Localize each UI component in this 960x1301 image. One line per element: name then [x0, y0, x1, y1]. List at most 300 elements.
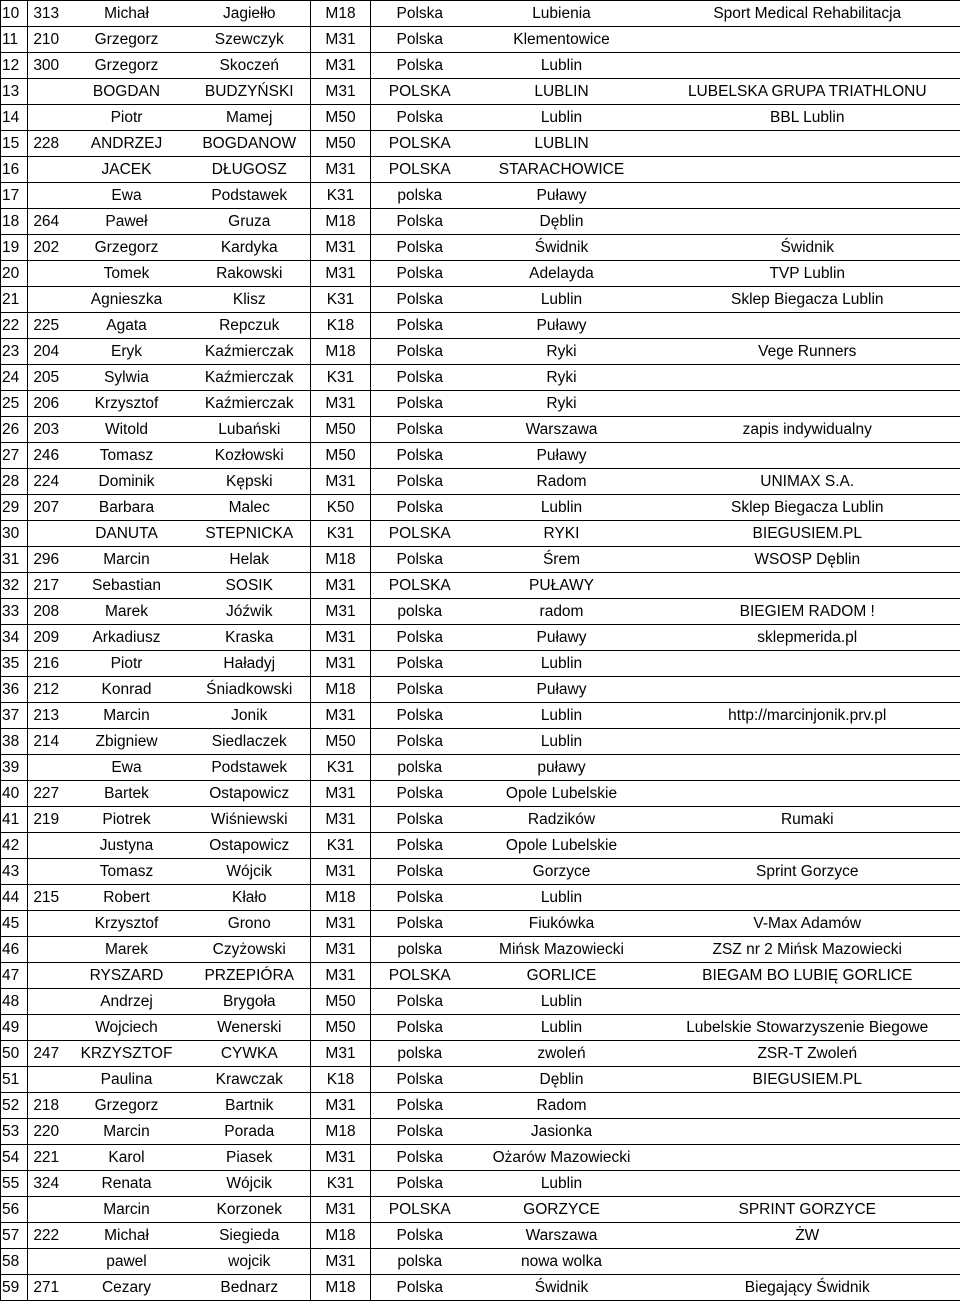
- bib-number-cell: 221: [28, 1145, 65, 1171]
- row-number-cell: 16: [1, 157, 28, 183]
- category-cell: K18: [311, 1067, 371, 1093]
- last-name-cell: Ostapowicz: [189, 781, 311, 807]
- city-cell: Opole Lubelskie: [469, 833, 655, 859]
- row-number-cell: 30: [1, 521, 28, 547]
- table-row: [1, 365, 960, 391]
- country-cell: Polska: [371, 729, 469, 755]
- row-number-cell: 58: [1, 1249, 28, 1275]
- club-cell: [655, 677, 960, 703]
- club-cell: Vege Runners: [655, 339, 960, 365]
- bib-number-cell: [28, 105, 65, 131]
- country-cell: Polska: [371, 209, 469, 235]
- country-cell: POLSKA: [371, 131, 469, 157]
- first-name-cell: Agnieszka: [65, 287, 189, 313]
- city-cell: Ryki: [469, 391, 655, 417]
- table-row: [1, 677, 960, 703]
- country-cell: Polska: [371, 677, 469, 703]
- table-row: [1, 1041, 960, 1067]
- row-number-cell: 49: [1, 1015, 28, 1041]
- table-row: [1, 625, 960, 651]
- club-cell: [655, 1093, 960, 1119]
- country-cell: Polska: [371, 1, 469, 27]
- club-cell: [655, 1119, 960, 1145]
- first-name-cell: Karol: [65, 1145, 189, 1171]
- city-cell: Lublin: [469, 885, 655, 911]
- table-row: [1, 183, 960, 209]
- city-cell: Dęblin: [469, 1067, 655, 1093]
- bib-number-cell: [28, 989, 65, 1015]
- table-row: [1, 1197, 960, 1223]
- country-cell: Polska: [371, 1171, 469, 1197]
- bib-number-cell: [28, 1067, 65, 1093]
- last-name-cell: Szewczyk: [189, 27, 311, 53]
- club-cell: BIEGIEM RADOM !: [655, 599, 960, 625]
- row-number-cell: 51: [1, 1067, 28, 1093]
- city-cell: Adelayda: [469, 261, 655, 287]
- table-row: [1, 391, 960, 417]
- category-cell: M18: [311, 1275, 371, 1301]
- country-cell: Polska: [371, 807, 469, 833]
- country-cell: Polska: [371, 313, 469, 339]
- table-row: [1, 651, 960, 677]
- city-cell: Radom: [469, 1093, 655, 1119]
- last-name-cell: DŁUGOSZ: [189, 157, 311, 183]
- first-name-cell: Witold: [65, 417, 189, 443]
- category-cell: K31: [311, 365, 371, 391]
- participants-table-body: [1, 1, 960, 1301]
- bib-number-cell: [28, 287, 65, 313]
- country-cell: Polska: [371, 287, 469, 313]
- table-row: [1, 79, 960, 105]
- first-name-cell: Marek: [65, 599, 189, 625]
- last-name-cell: Piasek: [189, 1145, 311, 1171]
- city-cell: zwoleń: [469, 1041, 655, 1067]
- first-name-cell: Barbara: [65, 495, 189, 521]
- first-name-cell: Grzegorz: [65, 27, 189, 53]
- category-cell: M31: [311, 1197, 371, 1223]
- table-row: [1, 339, 960, 365]
- category-cell: M18: [311, 677, 371, 703]
- country-cell: Polska: [371, 365, 469, 391]
- last-name-cell: Korzonek: [189, 1197, 311, 1223]
- last-name-cell: Kaźmierczak: [189, 365, 311, 391]
- club-cell: Biegający Świdnik: [655, 1275, 960, 1301]
- first-name-cell: DANUTA: [65, 521, 189, 547]
- table-row: [1, 937, 960, 963]
- club-cell: [655, 1171, 960, 1197]
- first-name-cell: ANDRZEJ: [65, 131, 189, 157]
- last-name-cell: Wójcik: [189, 859, 311, 885]
- first-name-cell: Krzysztof: [65, 391, 189, 417]
- country-cell: Polska: [371, 1119, 469, 1145]
- first-name-cell: Wojciech: [65, 1015, 189, 1041]
- category-cell: K31: [311, 833, 371, 859]
- bib-number-cell: [28, 521, 65, 547]
- table-row: [1, 1275, 960, 1301]
- bib-number-cell: 296: [28, 547, 65, 573]
- club-cell: BIEGUSIEM.PL: [655, 521, 960, 547]
- row-number-cell: 20: [1, 261, 28, 287]
- city-cell: LUBLIN: [469, 131, 655, 157]
- category-cell: M31: [311, 911, 371, 937]
- country-cell: polska: [371, 937, 469, 963]
- last-name-cell: BOGDANOW: [189, 131, 311, 157]
- club-cell: ZSZ nr 2 Mińsk Mazowiecki: [655, 937, 960, 963]
- row-number-cell: 44: [1, 885, 28, 911]
- last-name-cell: Porada: [189, 1119, 311, 1145]
- category-cell: M31: [311, 573, 371, 599]
- first-name-cell: Krzysztof: [65, 911, 189, 937]
- bib-number-cell: 219: [28, 807, 65, 833]
- city-cell: GORLICE: [469, 963, 655, 989]
- club-cell: BIEGUSIEM.PL: [655, 1067, 960, 1093]
- table-row: [1, 963, 960, 989]
- row-number-cell: 56: [1, 1197, 28, 1223]
- first-name-cell: Konrad: [65, 677, 189, 703]
- category-cell: M31: [311, 1041, 371, 1067]
- bib-number-cell: 212: [28, 677, 65, 703]
- first-name-cell: Grzegorz: [65, 53, 189, 79]
- country-cell: Polska: [371, 469, 469, 495]
- table-row: [1, 807, 960, 833]
- last-name-cell: Brygoła: [189, 989, 311, 1015]
- city-cell: Warszawa: [469, 417, 655, 443]
- first-name-cell: Cezary: [65, 1275, 189, 1301]
- first-name-cell: Tomasz: [65, 443, 189, 469]
- country-cell: Polska: [371, 651, 469, 677]
- row-number-cell: 14: [1, 105, 28, 131]
- category-cell: M18: [311, 1119, 371, 1145]
- city-cell: Klementowice: [469, 27, 655, 53]
- club-cell: [655, 53, 960, 79]
- bib-number-cell: 202: [28, 235, 65, 261]
- last-name-cell: Wenerski: [189, 1015, 311, 1041]
- category-cell: K50: [311, 495, 371, 521]
- table-row: [1, 1093, 960, 1119]
- bib-number-cell: 206: [28, 391, 65, 417]
- table-row: [1, 911, 960, 937]
- club-cell: [655, 209, 960, 235]
- bib-number-cell: 264: [28, 209, 65, 235]
- table-row: [1, 105, 960, 131]
- category-cell: M31: [311, 859, 371, 885]
- club-cell: sklepmerida.pl: [655, 625, 960, 651]
- last-name-cell: Gruza: [189, 209, 311, 235]
- category-cell: M50: [311, 105, 371, 131]
- last-name-cell: Jagiełło: [189, 1, 311, 27]
- bib-number-cell: 204: [28, 339, 65, 365]
- city-cell: Radom: [469, 469, 655, 495]
- city-cell: Lublin: [469, 1171, 655, 1197]
- last-name-cell: Skoczeń: [189, 53, 311, 79]
- last-name-cell: Repczuk: [189, 313, 311, 339]
- club-cell: [655, 313, 960, 339]
- first-name-cell: Piotrek: [65, 807, 189, 833]
- row-number-cell: 45: [1, 911, 28, 937]
- bib-number-cell: 313: [28, 1, 65, 27]
- row-number-cell: 12: [1, 53, 28, 79]
- category-cell: M31: [311, 235, 371, 261]
- table-row: [1, 989, 960, 1015]
- first-name-cell: Marcin: [65, 703, 189, 729]
- city-cell: Lublin: [469, 495, 655, 521]
- country-cell: Polska: [371, 703, 469, 729]
- city-cell: Lublin: [469, 105, 655, 131]
- bib-number-cell: [28, 183, 65, 209]
- category-cell: M18: [311, 209, 371, 235]
- row-number-cell: 47: [1, 963, 28, 989]
- city-cell: LUBLIN: [469, 79, 655, 105]
- category-cell: M31: [311, 781, 371, 807]
- first-name-cell: RYSZARD: [65, 963, 189, 989]
- last-name-cell: Siegieda: [189, 1223, 311, 1249]
- table-row: [1, 261, 960, 287]
- last-name-cell: Ostapowicz: [189, 833, 311, 859]
- row-number-cell: 38: [1, 729, 28, 755]
- first-name-cell: Paulina: [65, 1067, 189, 1093]
- city-cell: Puławy: [469, 443, 655, 469]
- bib-number-cell: 217: [28, 573, 65, 599]
- club-cell: WSOSP Dęblin: [655, 547, 960, 573]
- bib-number-cell: 247: [28, 1041, 65, 1067]
- city-cell: Ryki: [469, 339, 655, 365]
- first-name-cell: Renata: [65, 1171, 189, 1197]
- city-cell: Fiukówka: [469, 911, 655, 937]
- bib-number-cell: 209: [28, 625, 65, 651]
- city-cell: Puławy: [469, 625, 655, 651]
- bib-number-cell: 216: [28, 651, 65, 677]
- bib-number-cell: 227: [28, 781, 65, 807]
- row-number-cell: 36: [1, 677, 28, 703]
- last-name-cell: Kozłowski: [189, 443, 311, 469]
- club-cell: ŻW: [655, 1223, 960, 1249]
- last-name-cell: Krawczak: [189, 1067, 311, 1093]
- row-number-cell: 13: [1, 79, 28, 105]
- country-cell: Polska: [371, 1015, 469, 1041]
- last-name-cell: Kępski: [189, 469, 311, 495]
- table-row: [1, 287, 960, 313]
- last-name-cell: CYWKA: [189, 1041, 311, 1067]
- row-number-cell: 18: [1, 209, 28, 235]
- club-cell: [655, 183, 960, 209]
- table-row: [1, 1171, 960, 1197]
- club-cell: [655, 131, 960, 157]
- club-cell: [655, 1145, 960, 1171]
- city-cell: RYKI: [469, 521, 655, 547]
- category-cell: K31: [311, 521, 371, 547]
- first-name-cell: JACEK: [65, 157, 189, 183]
- country-cell: POLSKA: [371, 963, 469, 989]
- city-cell: STARACHOWICE: [469, 157, 655, 183]
- last-name-cell: Mamej: [189, 105, 311, 131]
- club-cell: [655, 365, 960, 391]
- table-row: [1, 235, 960, 261]
- country-cell: POLSKA: [371, 573, 469, 599]
- first-name-cell: Marek: [65, 937, 189, 963]
- table-row: [1, 1249, 960, 1275]
- city-cell: Lublin: [469, 53, 655, 79]
- bib-number-cell: 207: [28, 495, 65, 521]
- category-cell: M31: [311, 1145, 371, 1171]
- country-cell: Polska: [371, 27, 469, 53]
- row-number-cell: 27: [1, 443, 28, 469]
- last-name-cell: Wójcik: [189, 1171, 311, 1197]
- category-cell: M31: [311, 27, 371, 53]
- club-cell: [655, 573, 960, 599]
- first-name-cell: Arkadiusz: [65, 625, 189, 651]
- table-row: [1, 443, 960, 469]
- city-cell: Opole Lubelskie: [469, 781, 655, 807]
- category-cell: M50: [311, 131, 371, 157]
- city-cell: Radzików: [469, 807, 655, 833]
- category-cell: K18: [311, 313, 371, 339]
- bib-number-cell: 224: [28, 469, 65, 495]
- category-cell: M50: [311, 729, 371, 755]
- country-cell: POLSKA: [371, 157, 469, 183]
- bib-number-cell: [28, 755, 65, 781]
- row-number-cell: 31: [1, 547, 28, 573]
- category-cell: K31: [311, 755, 371, 781]
- table-row: [1, 1067, 960, 1093]
- bib-number-cell: 205: [28, 365, 65, 391]
- first-name-cell: Piotr: [65, 651, 189, 677]
- bib-number-cell: [28, 261, 65, 287]
- category-cell: M18: [311, 1223, 371, 1249]
- last-name-cell: Grono: [189, 911, 311, 937]
- bib-number-cell: [28, 1197, 65, 1223]
- bib-number-cell: 246: [28, 443, 65, 469]
- table-row: [1, 755, 960, 781]
- category-cell: M31: [311, 469, 371, 495]
- country-cell: Polska: [371, 625, 469, 651]
- last-name-cell: Kaźmierczak: [189, 391, 311, 417]
- bib-number-cell: [28, 79, 65, 105]
- bib-number-cell: [28, 157, 65, 183]
- first-name-cell: Tomasz: [65, 859, 189, 885]
- first-name-cell: Dominik: [65, 469, 189, 495]
- category-cell: M50: [311, 443, 371, 469]
- bib-number-cell: 213: [28, 703, 65, 729]
- city-cell: Śrem: [469, 547, 655, 573]
- country-cell: Polska: [371, 261, 469, 287]
- bib-number-cell: 214: [28, 729, 65, 755]
- table-row: [1, 1015, 960, 1041]
- bib-number-cell: 222: [28, 1223, 65, 1249]
- last-name-cell: Jóźwik: [189, 599, 311, 625]
- country-cell: Polska: [371, 885, 469, 911]
- country-cell: polska: [371, 599, 469, 625]
- club-cell: LUBELSKA GRUPA TRIATHLONU: [655, 79, 960, 105]
- table-row: [1, 417, 960, 443]
- last-name-cell: Kraska: [189, 625, 311, 651]
- last-name-cell: Kardyka: [189, 235, 311, 261]
- row-number-cell: 54: [1, 1145, 28, 1171]
- first-name-cell: Sebastian: [65, 573, 189, 599]
- category-cell: K31: [311, 183, 371, 209]
- country-cell: POLSKA: [371, 79, 469, 105]
- last-name-cell: Bartnik: [189, 1093, 311, 1119]
- club-cell: [655, 781, 960, 807]
- category-cell: M31: [311, 79, 371, 105]
- country-cell: polska: [371, 1249, 469, 1275]
- row-number-cell: 55: [1, 1171, 28, 1197]
- city-cell: Jasionka: [469, 1119, 655, 1145]
- row-number-cell: 29: [1, 495, 28, 521]
- category-cell: K31: [311, 287, 371, 313]
- category-cell: M31: [311, 1093, 371, 1119]
- first-name-cell: Agata: [65, 313, 189, 339]
- table-row: [1, 547, 960, 573]
- first-name-cell: Sylwia: [65, 365, 189, 391]
- city-cell: Puławy: [469, 183, 655, 209]
- club-cell: SPRINT GORZYCE: [655, 1197, 960, 1223]
- last-name-cell: wojcik: [189, 1249, 311, 1275]
- last-name-cell: Helak: [189, 547, 311, 573]
- category-cell: M31: [311, 261, 371, 287]
- last-name-cell: Jonik: [189, 703, 311, 729]
- club-cell: BIEGAM BO LUBIĘ GORLICE: [655, 963, 960, 989]
- city-cell: Lublin: [469, 287, 655, 313]
- bib-number-cell: 300: [28, 53, 65, 79]
- category-cell: M50: [311, 1015, 371, 1041]
- first-name-cell: Grzegorz: [65, 235, 189, 261]
- last-name-cell: Podstawek: [189, 755, 311, 781]
- country-cell: polska: [371, 183, 469, 209]
- category-cell: M50: [311, 989, 371, 1015]
- table-row: [1, 209, 960, 235]
- category-cell: M31: [311, 651, 371, 677]
- first-name-cell: Robert: [65, 885, 189, 911]
- club-cell: [655, 391, 960, 417]
- club-cell: [655, 885, 960, 911]
- row-number-cell: 53: [1, 1119, 28, 1145]
- last-name-cell: Haładyj: [189, 651, 311, 677]
- country-cell: Polska: [371, 53, 469, 79]
- city-cell: Lublin: [469, 729, 655, 755]
- table-row: [1, 157, 960, 183]
- city-cell: Puławy: [469, 313, 655, 339]
- row-number-cell: 33: [1, 599, 28, 625]
- category-cell: K31: [311, 1171, 371, 1197]
- table-row: [1, 703, 960, 729]
- bib-number-cell: [28, 911, 65, 937]
- country-cell: Polska: [371, 989, 469, 1015]
- category-cell: M31: [311, 53, 371, 79]
- city-cell: Ryki: [469, 365, 655, 391]
- first-name-cell: Marcin: [65, 1119, 189, 1145]
- row-number-cell: 21: [1, 287, 28, 313]
- last-name-cell: Lubański: [189, 417, 311, 443]
- country-cell: POLSKA: [371, 521, 469, 547]
- row-number-cell: 28: [1, 469, 28, 495]
- city-cell: Ożarów Mazowiecki: [469, 1145, 655, 1171]
- row-number-cell: 26: [1, 417, 28, 443]
- last-name-cell: Kaźmierczak: [189, 339, 311, 365]
- club-cell: [655, 729, 960, 755]
- first-name-cell: KRZYSZTOF: [65, 1041, 189, 1067]
- row-number-cell: 41: [1, 807, 28, 833]
- last-name-cell: Bednarz: [189, 1275, 311, 1301]
- row-number-cell: 46: [1, 937, 28, 963]
- city-cell: Gorzyce: [469, 859, 655, 885]
- first-name-cell: Ewa: [65, 755, 189, 781]
- country-cell: Polska: [371, 1145, 469, 1171]
- city-cell: nowa wolka: [469, 1249, 655, 1275]
- first-name-cell: Grzegorz: [65, 1093, 189, 1119]
- first-name-cell: Tomek: [65, 261, 189, 287]
- first-name-cell: Paweł: [65, 209, 189, 235]
- category-cell: M31: [311, 625, 371, 651]
